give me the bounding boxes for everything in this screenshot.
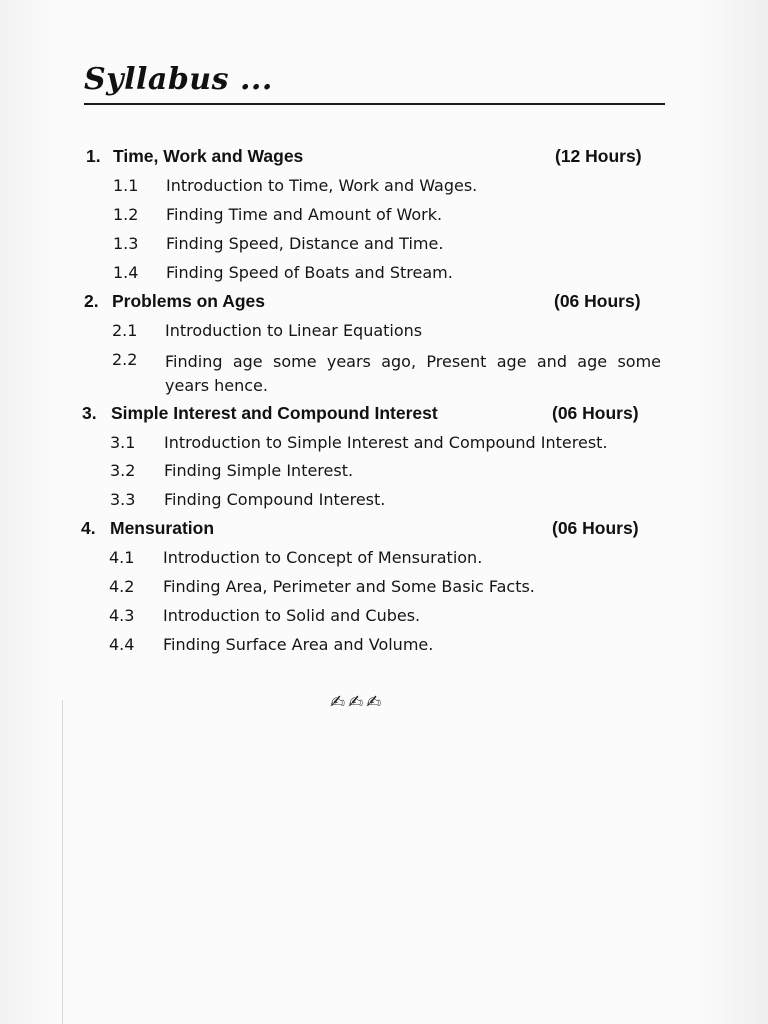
item-number: 1.2 — [113, 205, 139, 224]
section-hours: (06 Hours) — [552, 403, 639, 423]
writing-hand-icon: ✍✍✍ — [330, 692, 385, 713]
item-text: Finding Compound Interest. — [164, 490, 386, 509]
item-number: 2.1 — [112, 321, 138, 340]
item-number: 1.3 — [113, 234, 139, 253]
section-title: Problems on Ages — [112, 291, 265, 311]
item-text: Finding Simple Interest. — [164, 461, 354, 480]
item-number: 1.1 — [113, 176, 139, 195]
page-edge-line — [62, 700, 63, 1024]
section-heading — [0, 403, 768, 427]
section-hours: (06 Hours) — [554, 291, 641, 311]
syllabus-item — [0, 350, 768, 400]
item-number: 3.3 — [110, 490, 136, 509]
syllabus-item — [0, 205, 768, 229]
syllabus-item — [0, 490, 768, 514]
section-title: Mensuration — [110, 518, 215, 538]
section-number: 4. — [81, 518, 96, 538]
item-text: Finding age some years ago, Present age and age some years hence. — [165, 352, 661, 395]
item-number: 3.1 — [110, 433, 136, 452]
item-number: 4.1 — [109, 548, 135, 567]
section-heading — [0, 146, 768, 170]
syllabus-item — [0, 548, 768, 572]
item-text: Finding Time and Amount of Work. — [166, 205, 443, 224]
item-number: 2.2 — [112, 350, 138, 369]
item-text: Finding Surface Area and Volume. — [163, 635, 434, 654]
section-title: Time, Work and Wages — [113, 146, 304, 166]
section-heading — [0, 291, 768, 315]
item-number: 3.2 — [110, 461, 136, 480]
syllabus-item — [0, 461, 768, 485]
syllabus-item — [0, 606, 768, 630]
section-hours: (12 Hours) — [555, 146, 642, 166]
item-text: Finding Area, Perimeter and Some Basic Facts. — [163, 577, 535, 596]
syllabus-item — [0, 577, 768, 601]
item-text: Finding Speed, Distance and Time. — [166, 234, 444, 253]
section-number: 3. — [82, 403, 97, 423]
syllabus-item — [0, 635, 768, 659]
item-text: Introduction to Time, Work and Wages. — [166, 176, 478, 195]
syllabus-item — [0, 433, 768, 457]
item-text: Introduction to Solid and Cubes. — [163, 606, 421, 625]
syllabus-item — [0, 263, 768, 287]
section-hours: (06 Hours) — [552, 518, 639, 538]
section-number: 1. — [86, 146, 101, 166]
syllabus-item — [0, 176, 768, 200]
item-number: 4.2 — [109, 577, 135, 596]
item-number: 4.4 — [109, 635, 135, 654]
syllabus-item — [0, 234, 768, 258]
section-heading — [0, 518, 768, 542]
page-title: Syllabus ... — [84, 62, 273, 97]
item-text: Introduction to Simple Interest and Compound Interest. — [164, 433, 608, 452]
item-text: Finding Speed of Boats and Stream. — [166, 263, 453, 282]
item-text: Introduction to Concept of Mensuration. — [163, 548, 483, 567]
title-underline — [84, 103, 665, 105]
item-number: 1.4 — [113, 263, 139, 282]
item-text: Introduction to Linear Equations — [165, 321, 423, 340]
item-number: 4.3 — [109, 606, 135, 625]
syllabus-item — [0, 321, 768, 345]
section-title: Simple Interest and Compound Interest — [111, 403, 438, 423]
section-number: 2. — [84, 291, 99, 311]
